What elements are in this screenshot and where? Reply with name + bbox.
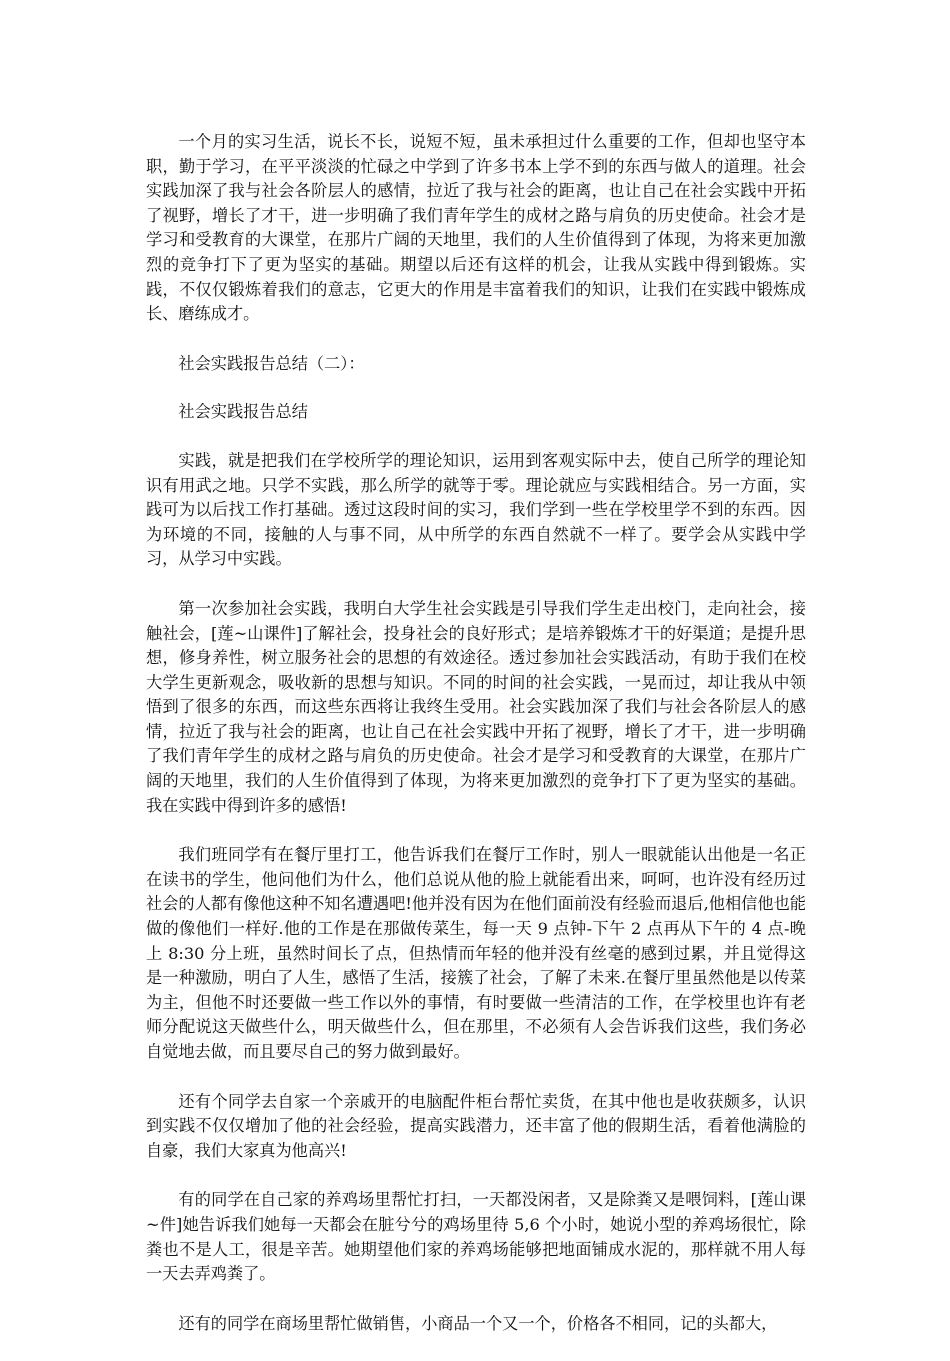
paragraph-practice-definition: 实践，就是把我们在学校所学的理论知识，运用到客观实际中去，使自己所学的理论知识有用武之地。只学不实践，那么所学的就等于零。理论就应与实践相结合。另一方面，实践可为以后找工作打基础。透过这段时间的实习，我们学到一些在学校里学不到的东西。因为环境的不同，接触的人与事不同，从中所学的东西自然就不一样了。要学会从实践中学习，从学习中实践。 [146, 450, 806, 569]
paragraph-chicken-farm: 有的同学在自己家的养鸡场里帮忙打扫，一天都没闲者，又是除粪又是喂饲料，[莲山课~件]她告诉我们她每一天都会在脏兮兮的鸡场里待 5,6 个小时，她说小型的养鸡场很忙，除粪也不是人工，很是辛苦。她期望他们家的养鸡场能够把地面铺成水泥的，那样就不用人每一天去弄鸡粪了。 [146, 1190, 806, 1284]
paragraph-internship-summary: 一个月的实习生活，说长不长，说短不短，虽未承担过什么重要的工作，但却也坚守本职，勤于学习，在平平淡淡的忙碌之中学到了许多书本上学不到的东西与做人的道理。社会实践加深了我与社会各阶层人的感情，拉近了我与社会的距离，也让自己在社会实践中开拓了视野，增长了才干，进一步明确了我们青年学生的成材之路与肩负的历史使命。社会才是学习和受教育的大课堂，在那片广阔的天地里，我们的人生价值得到了体现，为将来更加激烈的竞争打下了更为坚实的基础。期望以后还有这样的机会，让我从实践中得到锻炼。实践，不仅仅锻炼着我们的意志，它更大的作用是丰富着我们的知识，让我们在实践中锻炼成长、磨练成才。 [146, 132, 806, 324]
section-heading-part-two: 社会实践报告总结（二）： [178, 353, 365, 373]
paragraph-first-practice: 第一次参加社会实践，我明白大学生社会实践是引导我们学生走出校门，走向社会，接触社会，[莲~山课件]了解社会，投身社会的良好形式；是培养锻炼才干的好渠道；是提升思想，修身养性，树立服务社会的思想的有效途径。透过参加社会实践活动，有助于我们在校大学生更新观念，吸收新的思想与知识。不同的时间的社会实践，一晃而过，却让我从中领悟到了很多的东西，而这些东西将让我终生受用。社会实践加深了我们与社会各阶层人的感情，拉近了我与社会的距离，也让自己在社会实践中开拓了视野，增长了才干，进一步明确了我们青年学生的成材之路与肩负的历史使命。社会才是学习和受教育的大课堂，在那片广阔的天地里，我们的人生价值得到了体现，为将来更加激烈的竞争打下了更为坚实的基础。我在实践中得到许多的感悟! [146, 598, 806, 815]
paragraph-computer-counter: 还有个同学去自家一个亲戚开的电脑配件柜台帮忙卖货，在其中他也是收获颇多，认识到实践不仅仅增加了他的社会经验，提高实践潜力，还丰富了他的假期生活，看着他满脸的自豪，我们大家真为他高兴! [146, 1091, 806, 1160]
document-body [146, 130, 806, 1361]
paragraph-restaurant-classmate: 我们班同学有在餐厅里打工，他告诉我们在餐厅工作时，别人一眼就能认出他是一名正在读书的学生，他问他们为什么，他们总说从他的脸上就能看出来，呵呵，也许没有经历过社会的人都有像他这种不知名遭遇吧!他并没有因为在他们面前没有经验而退后,他相信他也能做的像他们一样好.他的工作是在那做传菜生，每一天 9 点钟-下午 2 点再从下午的 4 点-晚上 8:30 分上班，虽然时间长了点，但热情而年轻的他并没有丝毫的感到过累，并且觉得这是一种激励，明白了人生，感悟了生活，接簇了社会，了解了未来.在餐厅里虽然他是以传菜为主，但他不时还要做一些工作以外的事情，有时要做一些清洁的工作，在学校里也许有老师分配说这天做些什么，明天做些什么，但在那里，不必须有人会告诉我们这些，我们务必自觉地去做，而且要尽自己的努力做到最好。 [146, 845, 806, 1061]
paragraph-mall-sales: 还有的同学在商场里帮忙做销售，小商品一个又一个，价格各不相同，记的头都大， [178, 1313, 778, 1333]
section-title: 社会实践报告总结 [178, 402, 308, 422]
